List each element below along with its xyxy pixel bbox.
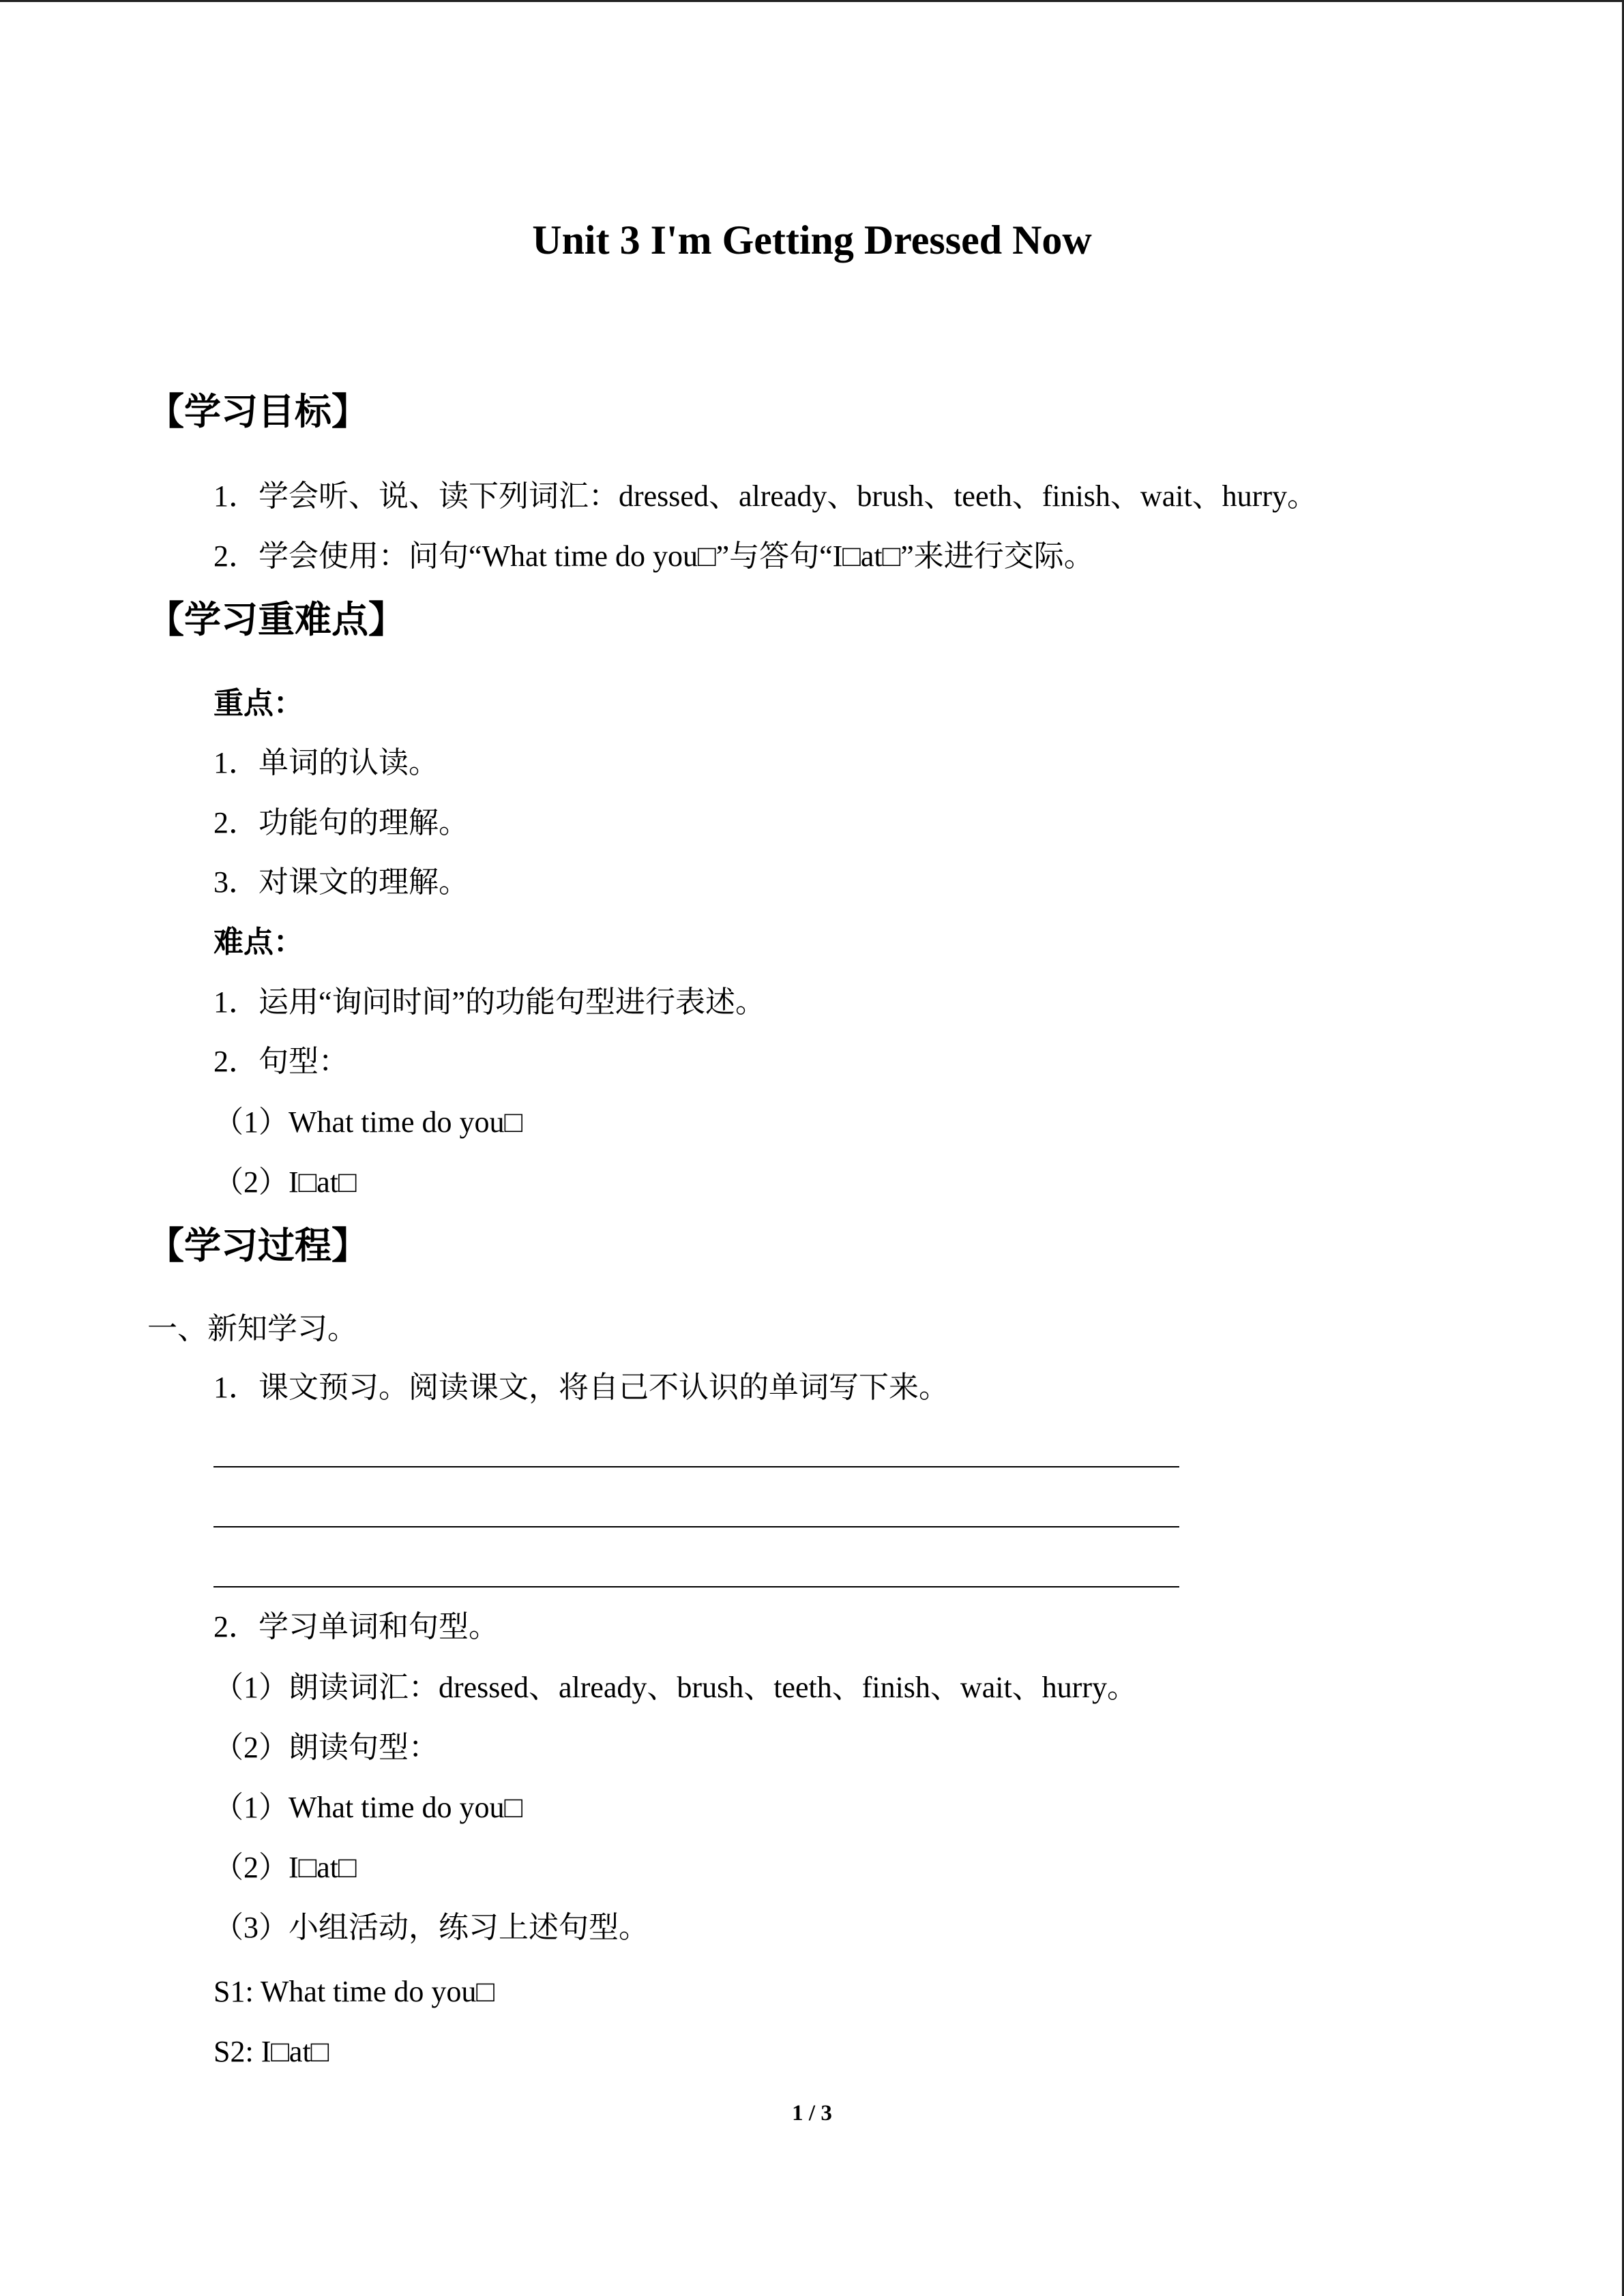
heading-learning-objectives: 【学习目标】 xyxy=(147,391,368,432)
answer-blank-line[interactable] xyxy=(213,1466,1179,1467)
answer-blank-line[interactable] xyxy=(213,1526,1179,1527)
difficult-point-item: （1）What time do you□ xyxy=(213,1105,523,1139)
difficult-point-item: 1．运用“询问时间”的功能句型进行表述。 xyxy=(213,985,766,1019)
key-point-item: 2．功能句的理解。 xyxy=(213,806,469,839)
heading-learning-process: 【学习过程】 xyxy=(147,1225,368,1266)
top-border xyxy=(0,0,1624,2)
task-sub-item: （3）小组活动，练习上述句型。 xyxy=(213,1911,649,1944)
difficult-point-item: （2）I□at□ xyxy=(213,1165,357,1199)
key-points-label: 重点： xyxy=(213,687,304,720)
objective-item: 2．学会使用：问句“What time do you□”与答句“I□at□”来进行交际。 xyxy=(213,539,1094,573)
heading-key-difficult-points: 【学习重难点】 xyxy=(147,599,405,640)
task-sub-item: （1）What time do you□ xyxy=(213,1791,523,1824)
task-sub-item: （2）I□at□ xyxy=(213,1851,357,1884)
page-number: 1 / 3 xyxy=(792,2101,832,2126)
key-point-item: 1．单词的认读。 xyxy=(213,746,439,779)
dialogue-line: S2: I□at□ xyxy=(213,2035,329,2068)
task-sub-item: （2）朗读句型： xyxy=(213,1731,439,1764)
key-point-item: 3．对课文的理解。 xyxy=(213,865,469,899)
task-sub-item: （1）朗读词汇：dressed、already、brush、teeth、finish、wait、hurry。 xyxy=(213,1671,1137,1704)
document-title: Unit 3 I'm Getting Dressed Now xyxy=(532,218,1092,263)
answer-blank-line[interactable] xyxy=(213,1586,1179,1587)
difficult-point-item: 2．句型： xyxy=(213,1045,349,1078)
difficult-points-label: 难点： xyxy=(213,925,304,959)
task-item: 2．学习单词和句型。 xyxy=(213,1610,499,1643)
part-heading: 一、新知学习。 xyxy=(147,1312,357,1345)
objective-item: 1．学会听、说、读下列词汇：dressed、already、brush、teeth、finish、wait、hurry。 xyxy=(213,479,1317,513)
task-item: 1．课文预习。阅读课文，将自己不认识的单词写下来。 xyxy=(213,1371,949,1404)
dialogue-line: S1: What time do you□ xyxy=(213,1975,494,2008)
